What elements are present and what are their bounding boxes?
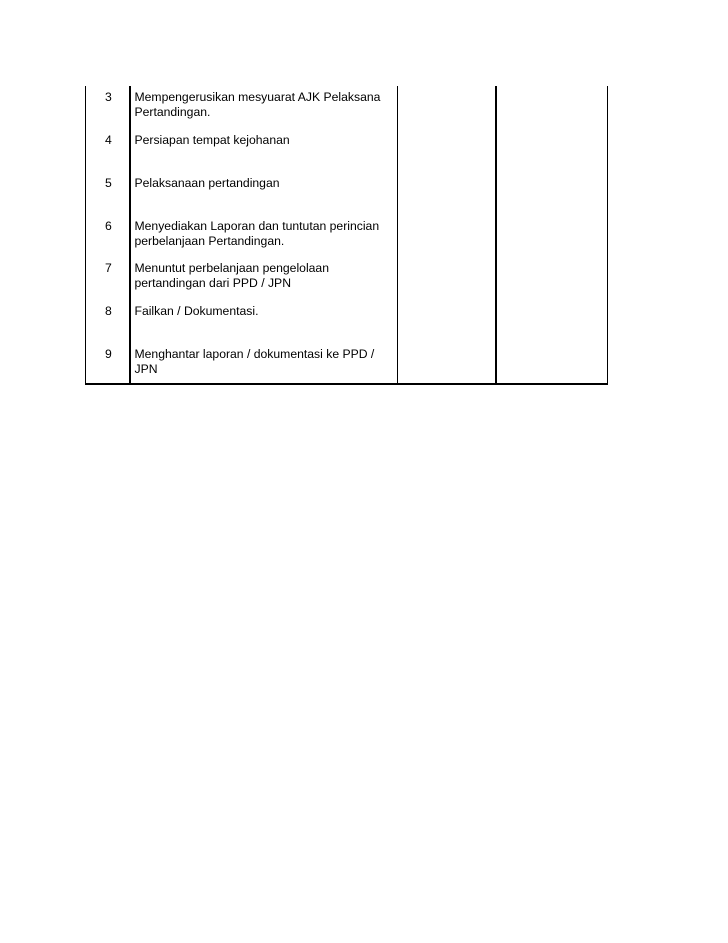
- row-number: 6: [86, 215, 130, 257]
- empty-cell: [496, 300, 608, 343]
- row-number: 5: [86, 172, 130, 215]
- task-table: [85, 86, 608, 385]
- task-description: Menyediakan Laporan dan tuntutan perincian perbelanjaan Pertandingan.: [130, 215, 398, 257]
- empty-cell: [496, 172, 608, 215]
- task-description: Pelaksanaan pertandingan: [130, 172, 398, 215]
- empty-cell: [496, 86, 608, 129]
- row-number: 8: [86, 300, 130, 343]
- empty-cell: [496, 215, 608, 257]
- empty-cell: [398, 343, 496, 384]
- table-row: [86, 343, 608, 384]
- task-description: Menuntut perbelanjaan pengelolaan pertandingan dari PPD / JPN: [130, 257, 398, 300]
- row-number: 3: [86, 86, 130, 129]
- task-description: Mempengerusikan mesyuarat AJK Pelaksana Pertandingan.: [130, 86, 398, 129]
- empty-cell: [496, 343, 608, 384]
- task-description: Failkan / Dokumentasi.: [130, 300, 398, 343]
- empty-cell: [398, 257, 496, 300]
- table-row: [86, 86, 608, 129]
- task-description: Persiapan tempat kejohanan: [130, 129, 398, 172]
- table-row: [86, 172, 608, 215]
- row-number: 4: [86, 129, 130, 172]
- row-number: 9: [86, 343, 130, 384]
- empty-cell: [496, 257, 608, 300]
- empty-cell: [398, 86, 496, 129]
- empty-cell: [398, 129, 496, 172]
- empty-cell: [398, 300, 496, 343]
- table-row: [86, 300, 608, 343]
- empty-cell: [496, 129, 608, 172]
- empty-cell: [398, 172, 496, 215]
- empty-cell: [398, 215, 496, 257]
- table-row: [86, 215, 608, 257]
- table-row: [86, 129, 608, 172]
- task-description: Menghantar laporan / dokumentasi ke PPD / JPN: [130, 343, 398, 384]
- row-number: 7: [86, 257, 130, 300]
- table-row: [86, 257, 608, 300]
